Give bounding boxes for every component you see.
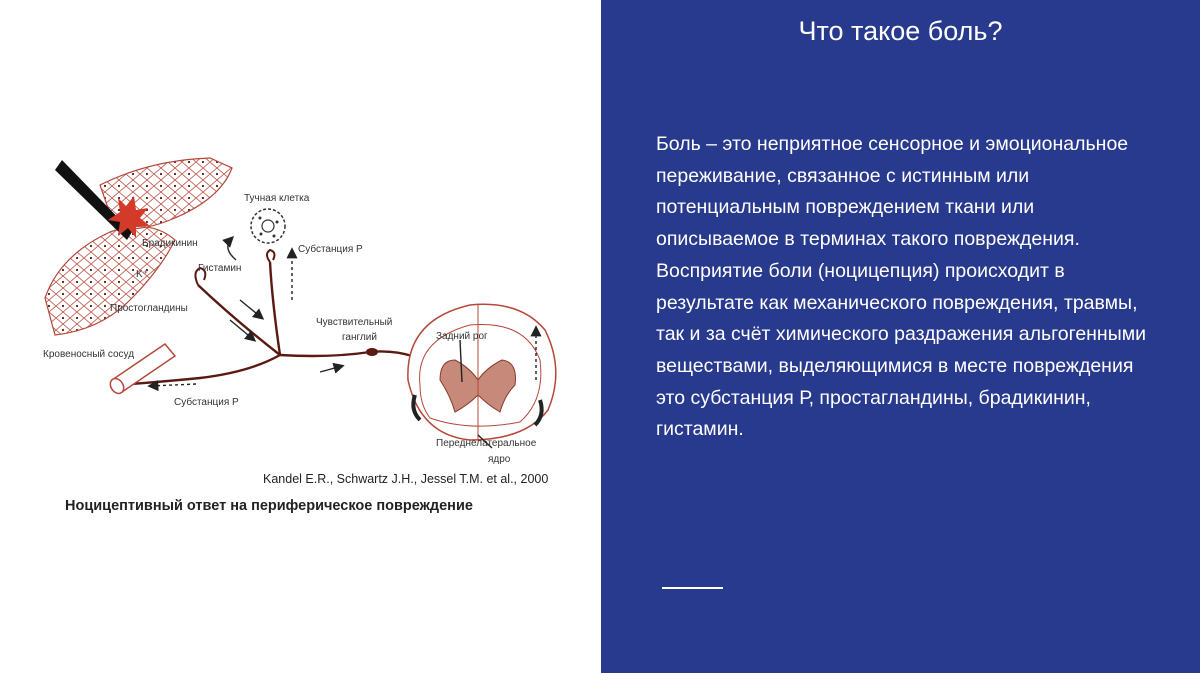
- figure-caption: Ноцицептивный ответ на периферическое повреждение: [65, 498, 473, 514]
- label-potassium: K⁺: [136, 269, 148, 280]
- label-blood-vessel: Кровеносный сосуд: [43, 349, 135, 360]
- slide-body: [656, 129, 1156, 446]
- mast-cell-icon: [251, 209, 285, 243]
- text-panel: [601, 0, 1200, 673]
- label-dorsal-horn: Задний рог: [436, 331, 488, 342]
- label-prostaglandins: Простогландины: [110, 303, 188, 314]
- nerve-fibers: [130, 262, 445, 384]
- accent-divider: [662, 587, 723, 589]
- label-mast-cell: Тучная клетка: [244, 193, 310, 204]
- figure-citation: Kandel E.R., Schwartz J.H., Jessel T.M. et al., 2000: [263, 472, 549, 486]
- label-anterolateral-2: ядро: [488, 454, 511, 465]
- paragraph-definition: Боль – это неприятное сенсорное и эмоциональное переживание, связанное с истинным или потенциальным повреждением ткани или описываемое в терминах такого повреждения.: [656, 133, 1129, 251]
- paragraph-nociception: Восприятие боли (ноцицепция) происходит в результате как механического повреждения, травмы, так и за счёт химического раздражения альгогенными веществами, выделяющимися в месте повреждения это субстанция Р, простагландины, брадикинин, гистамин.: [656, 259, 1147, 441]
- label-sensory-ganglion: Чувствительный: [316, 317, 393, 328]
- label-anterolateral: Переднелатеральное: [436, 438, 537, 449]
- slide-title: Что такое боль?: [798, 16, 1003, 46]
- label-bradykinin: Брадикинин: [142, 238, 198, 249]
- sensory-ganglion-icon: [366, 348, 378, 356]
- label-histamine: Гистамин: [198, 263, 242, 274]
- label-substance-p-top: Субстанция Р: [298, 244, 363, 255]
- label-sensory-ganglion-2: ганглий: [342, 332, 377, 343]
- spinal-cord-icon: [408, 304, 556, 440]
- label-substance-p-bottom: Субстанция Р: [174, 397, 239, 408]
